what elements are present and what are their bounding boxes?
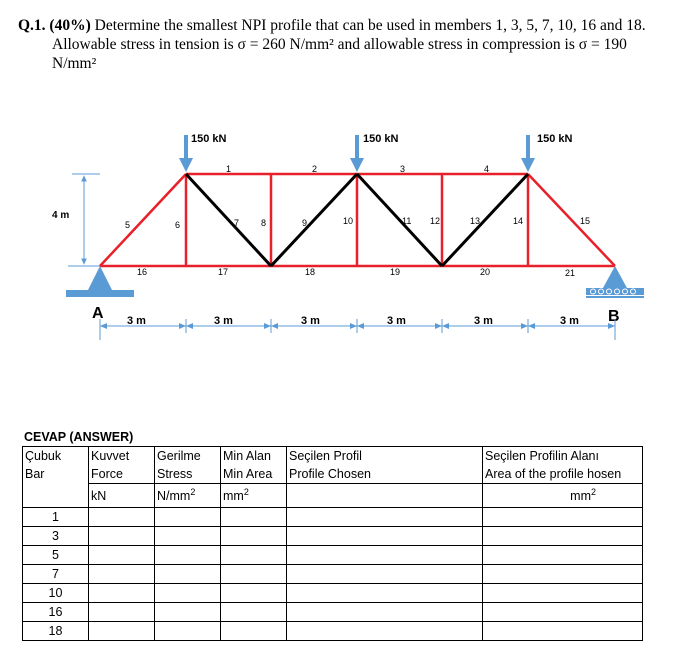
table-row bbox=[23, 527, 643, 546]
table-row bbox=[23, 508, 643, 527]
stress-cell[interactable] bbox=[155, 622, 221, 641]
member-label-3: 3 bbox=[400, 164, 406, 174]
span-label-5: 3 m bbox=[474, 315, 493, 327]
stress-cell[interactable] bbox=[155, 546, 221, 565]
profile-cell[interactable] bbox=[287, 584, 483, 603]
unit-force: kN bbox=[89, 484, 155, 508]
member-label-16: 16 bbox=[137, 267, 148, 277]
member-label-10: 10 bbox=[343, 216, 354, 226]
member-label-8: 8 bbox=[261, 218, 267, 228]
member-label-6: 6 bbox=[175, 220, 181, 230]
min-area-cell[interactable] bbox=[221, 565, 287, 584]
load-arrow-3-head bbox=[521, 158, 535, 172]
header-force-tr: Kuvvet bbox=[89, 447, 155, 466]
load-label-3: 150 kN bbox=[537, 133, 573, 145]
header-bar-tr: Çubuk bbox=[23, 447, 89, 466]
profile-area-cell[interactable] bbox=[483, 527, 643, 546]
profile-area-cell[interactable] bbox=[483, 584, 643, 603]
member-label-13: 13 bbox=[470, 216, 481, 226]
profile-cell[interactable] bbox=[287, 565, 483, 584]
member-label-20: 20 bbox=[480, 267, 491, 277]
table-row bbox=[23, 584, 643, 603]
member-label-19: 19 bbox=[390, 267, 401, 277]
load-arrow-2-head bbox=[350, 158, 364, 172]
member-label-2: 2 bbox=[312, 164, 318, 174]
force-cell[interactable] bbox=[89, 584, 155, 603]
member-label-21: 21 bbox=[565, 268, 576, 278]
force-cell[interactable] bbox=[89, 527, 155, 546]
question-line-3: N/mm² bbox=[52, 55, 97, 72]
unit-profile-cell bbox=[287, 484, 483, 508]
stress-cell[interactable] bbox=[155, 527, 221, 546]
unit-profile-area-cell bbox=[483, 484, 643, 508]
bar-number: 3 bbox=[23, 527, 89, 546]
member-label-4: 4 bbox=[484, 164, 490, 174]
bar-number: 1 bbox=[23, 508, 89, 527]
header-profile-tr: Seçilen Profil bbox=[287, 447, 483, 466]
member-5 bbox=[100, 174, 186, 266]
header-profile-area-tr: Seçilen Profilin Alanı bbox=[483, 447, 643, 466]
force-cell[interactable] bbox=[89, 603, 155, 622]
stress-cell[interactable] bbox=[155, 565, 221, 584]
member-label-5: 5 bbox=[125, 220, 131, 230]
header-profile-en: Profile Chosen bbox=[287, 465, 483, 484]
question-number: Q.1. (40%) bbox=[18, 17, 91, 34]
stress-cell[interactable] bbox=[155, 603, 221, 622]
unit-bar-cell bbox=[23, 484, 89, 508]
support-a-base bbox=[66, 290, 134, 297]
unit-area-sq: 2 bbox=[243, 487, 249, 498]
header-row-units bbox=[23, 484, 643, 508]
profile-cell[interactable] bbox=[287, 527, 483, 546]
min-area-cell[interactable] bbox=[221, 603, 287, 622]
min-area-cell[interactable] bbox=[221, 622, 287, 641]
load-arrows bbox=[179, 135, 535, 172]
bar-number: 18 bbox=[23, 622, 89, 641]
stress-cell[interactable] bbox=[155, 508, 221, 527]
member-label-7: 7 bbox=[234, 218, 240, 228]
support-b bbox=[586, 266, 644, 325]
force-cell[interactable] bbox=[89, 565, 155, 584]
bar-number: 16 bbox=[23, 603, 89, 622]
member-label-17: 17 bbox=[218, 267, 229, 277]
profile-area-cell[interactable] bbox=[483, 508, 643, 527]
unit-profile-area: mm bbox=[570, 489, 591, 504]
profile-area-cell[interactable] bbox=[483, 546, 643, 565]
force-cell[interactable] bbox=[89, 546, 155, 565]
support-a-label: A bbox=[92, 305, 104, 322]
profile-cell[interactable] bbox=[287, 603, 483, 622]
profile-cell[interactable] bbox=[287, 508, 483, 527]
header-area-tr: Min Alan bbox=[221, 447, 287, 466]
answer-title: CEVAP (ANSWER) bbox=[24, 430, 134, 444]
profile-area-cell[interactable] bbox=[483, 622, 643, 641]
unit-area-cell bbox=[221, 484, 287, 508]
support-a bbox=[66, 266, 134, 322]
header-stress-en: Stress bbox=[155, 465, 221, 484]
header-profile-area-en: Area of the profile hosen bbox=[483, 465, 643, 484]
header-stress-tr: Gerilme bbox=[155, 447, 221, 466]
question-line-2: Allowable stress in tension is σ = 260 N/mm² and allowable stress in compression is σ = 190 bbox=[52, 36, 627, 53]
header-bar-en: Bar bbox=[23, 465, 89, 484]
bar-number: 5 bbox=[23, 546, 89, 565]
table-row bbox=[23, 546, 643, 565]
member-label-14: 14 bbox=[513, 216, 524, 226]
profile-area-cell[interactable] bbox=[483, 603, 643, 622]
min-area-cell[interactable] bbox=[221, 584, 287, 603]
load-arrow-1-head bbox=[179, 158, 193, 172]
min-area-cell[interactable] bbox=[221, 546, 287, 565]
span-dimension bbox=[100, 319, 615, 340]
header-row-1 bbox=[23, 447, 643, 466]
span-label-4: 3 m bbox=[387, 315, 406, 327]
height-dimension bbox=[52, 174, 100, 266]
support-b-base bbox=[586, 296, 644, 298]
table-row bbox=[23, 622, 643, 641]
span-label-6: 3 m bbox=[560, 315, 579, 327]
table-row bbox=[23, 603, 643, 622]
load-label-2: 150 kN bbox=[363, 133, 399, 145]
support-b-label: B bbox=[608, 308, 620, 325]
profile-cell[interactable] bbox=[287, 622, 483, 641]
member-label-11: 11 bbox=[402, 216, 412, 226]
header-force-en: Force bbox=[89, 465, 155, 484]
member-label-1: 1 bbox=[226, 164, 232, 174]
span-label-3: 3 m bbox=[301, 315, 320, 327]
min-area-cell[interactable] bbox=[221, 508, 287, 527]
span-label-2: 3 m bbox=[214, 315, 233, 327]
height-label: 4 m bbox=[52, 210, 70, 221]
header-area-en: Min Area bbox=[221, 465, 287, 484]
min-area-cell[interactable] bbox=[221, 527, 287, 546]
unit-stress-sq: 2 bbox=[190, 487, 196, 498]
span-label-1: 3 m bbox=[127, 315, 146, 327]
load-label-1: 150 kN bbox=[191, 133, 227, 145]
profile-cell[interactable] bbox=[287, 546, 483, 565]
force-cell[interactable] bbox=[89, 622, 155, 641]
stress-cell[interactable] bbox=[155, 584, 221, 603]
unit-stress-cell bbox=[155, 484, 221, 508]
bar-number: 10 bbox=[23, 584, 89, 603]
unit-stress: N/mm bbox=[157, 489, 191, 504]
member-7 bbox=[186, 174, 271, 266]
member-label-12: 12 bbox=[430, 216, 441, 226]
support-b-triangle bbox=[603, 266, 627, 288]
table-row bbox=[23, 565, 643, 584]
member-label-15: 15 bbox=[580, 216, 591, 226]
member-15 bbox=[528, 174, 615, 266]
profile-area-cell[interactable] bbox=[483, 565, 643, 584]
unit-area: mm bbox=[223, 489, 244, 504]
member-label-18: 18 bbox=[305, 267, 316, 277]
unit-profile-area-sq: 2 bbox=[590, 487, 596, 498]
force-cell[interactable] bbox=[89, 508, 155, 527]
support-a-triangle bbox=[88, 266, 112, 290]
answer-table bbox=[22, 446, 643, 641]
header-row-2 bbox=[23, 465, 643, 484]
question-line-1: Determine the smallest NPI profile that can be used in members 1, 3, 5, 7, 10, 16 and 18. bbox=[90, 17, 646, 34]
member-label-9: 9 bbox=[302, 218, 308, 228]
bar-number: 7 bbox=[23, 565, 89, 584]
